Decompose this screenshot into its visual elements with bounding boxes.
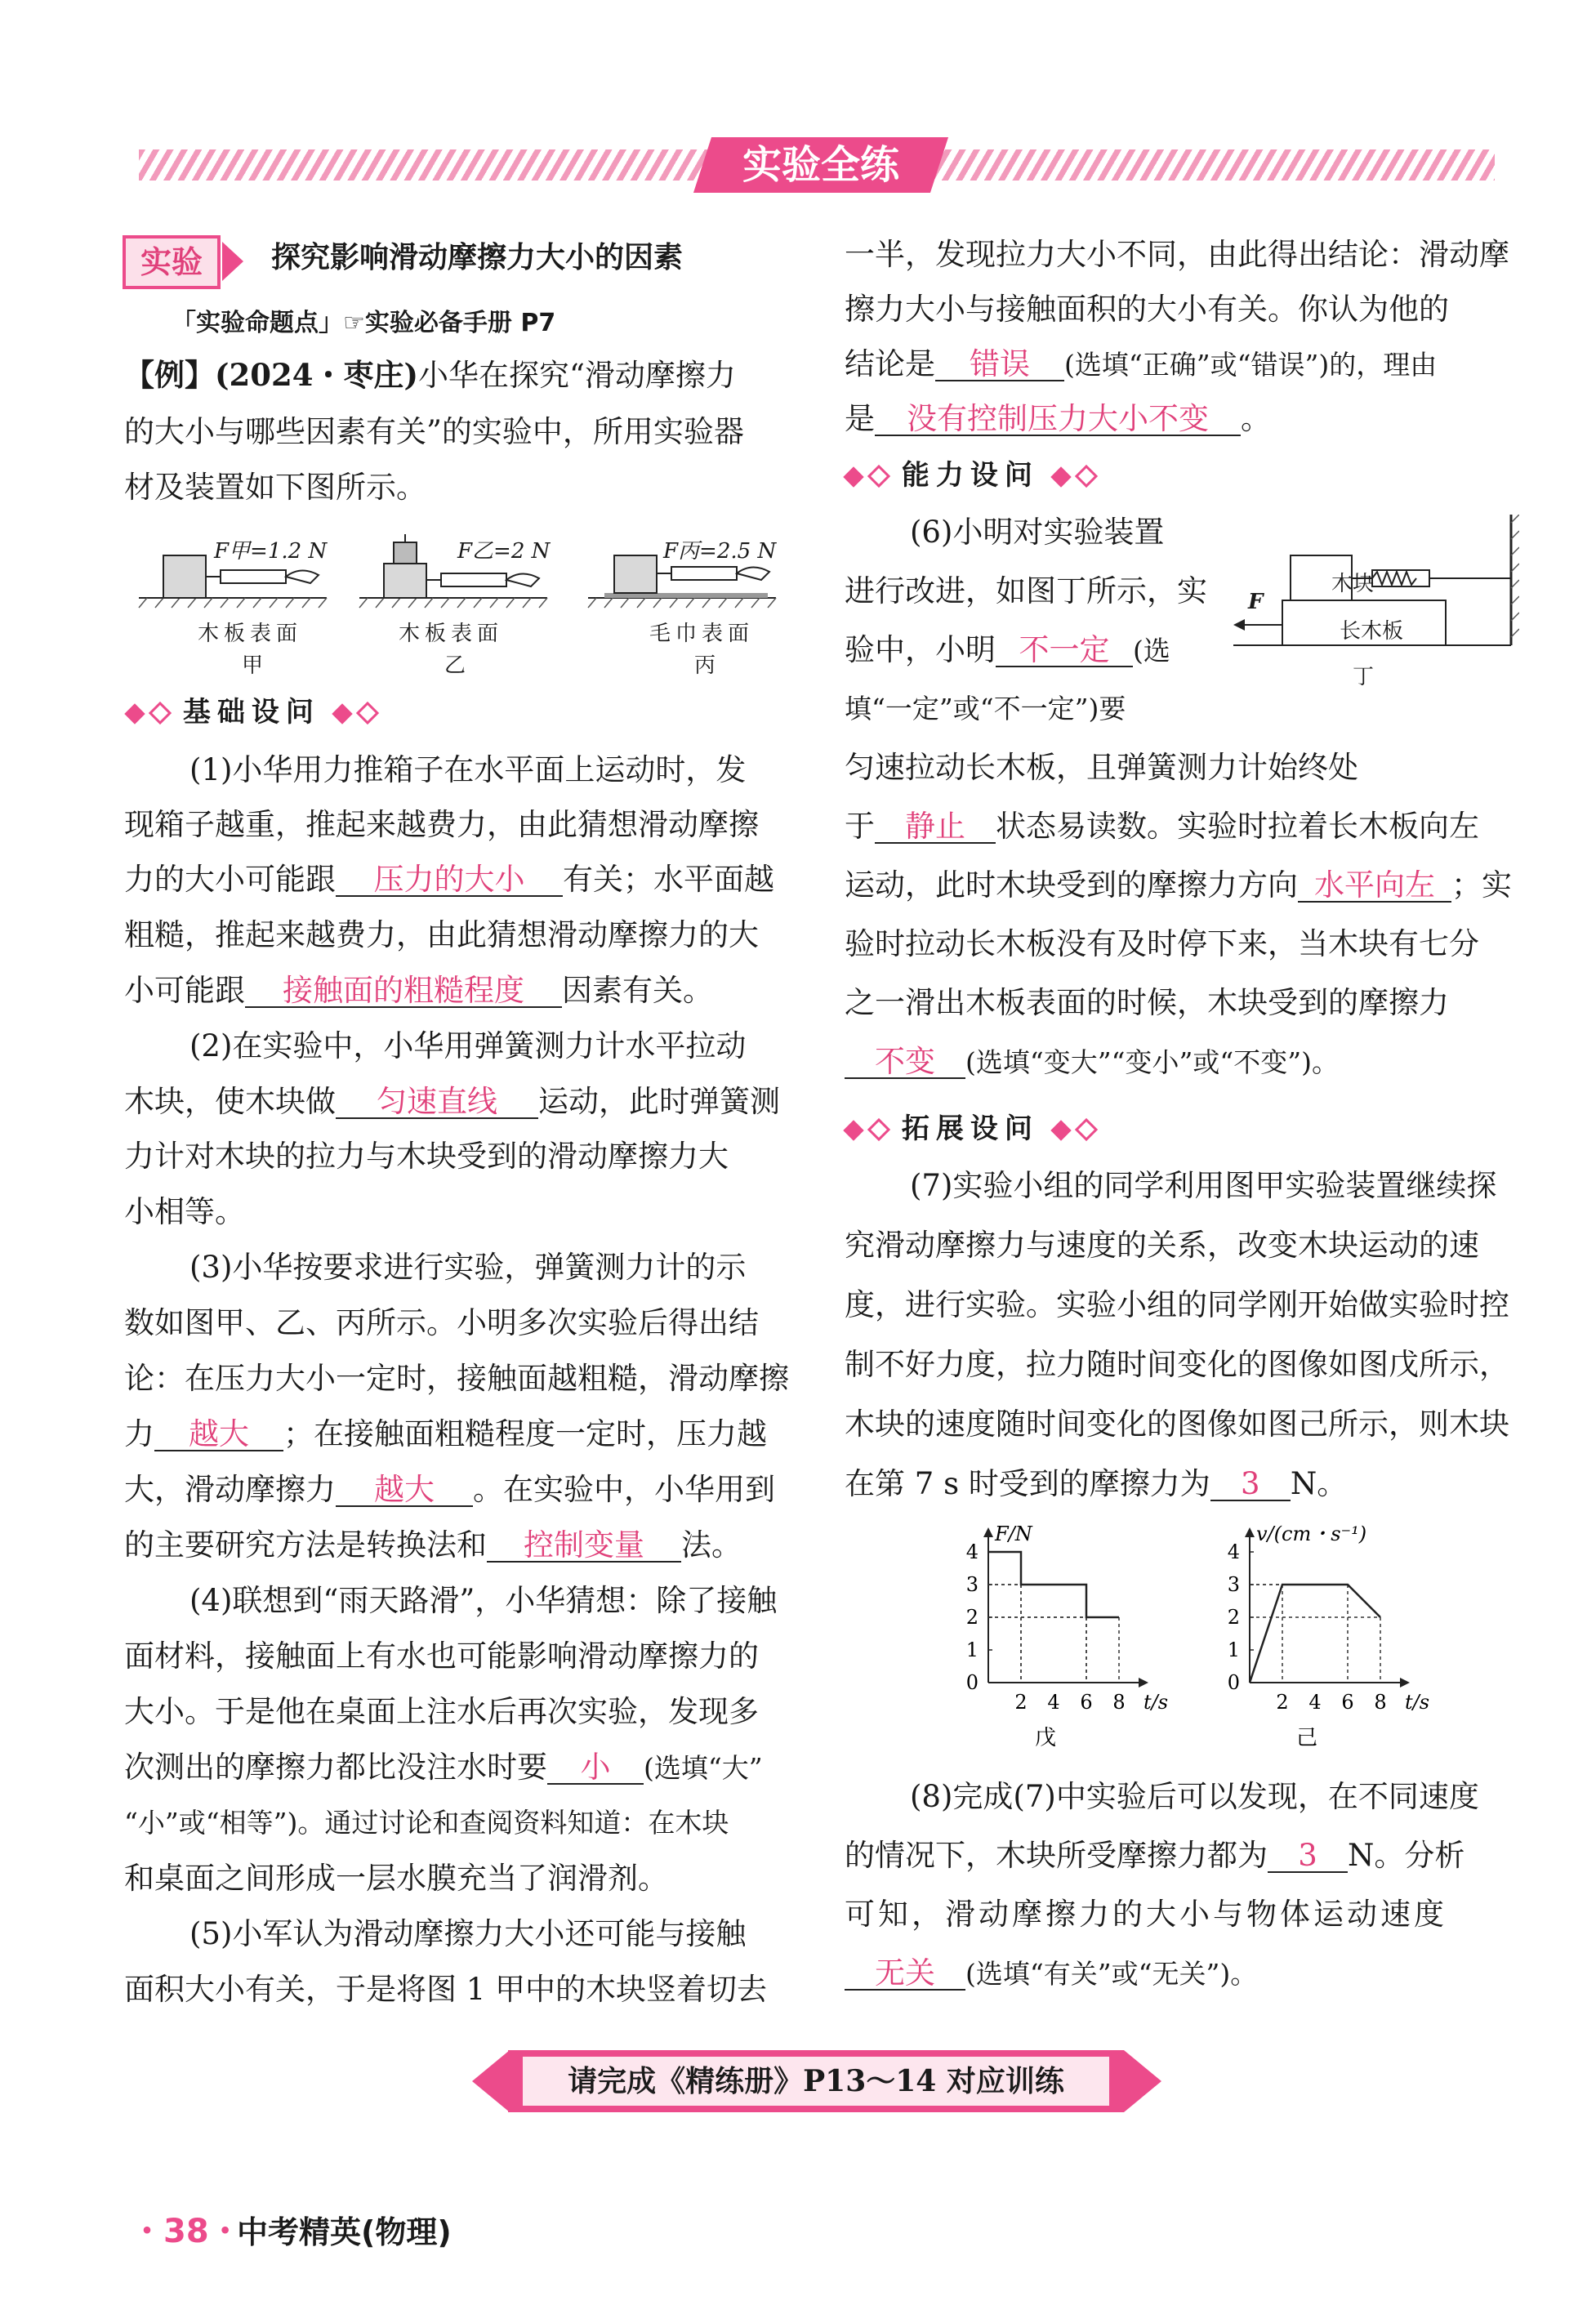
answer-blank[interactable]: 越大 <box>336 1474 473 1507</box>
footer-banner-arrow-right <box>1124 2050 1161 2112</box>
y-tick-label: 4 <box>965 1540 979 1563</box>
q6-line-1: (6)小明对实验装置 <box>910 515 1165 550</box>
answer-blank[interactable]: 控制变量 <box>487 1530 681 1563</box>
q5-line-5: 结论是 错误 (选填“正确”或“错误”)的，理由 <box>845 346 1438 381</box>
force-label-bing: F丙=2.5 N <box>663 539 777 564</box>
q6-line-5: 匀速拉动长木板，且弹簧测力计始终处 <box>845 750 1358 785</box>
q8-line-1: (8)完成(7)中实验后可以发现，在不同速度 <box>910 1779 1479 1814</box>
diamond-icon <box>124 703 145 724</box>
y-tick-label: 1 <box>1227 1638 1240 1661</box>
q2-line-4: 小相等。 <box>124 1194 245 1229</box>
q5-line-2: 面积大小有关，于是将图 1 甲中的木块竖着切去 <box>124 1972 768 2007</box>
diamond-outline-icon <box>1075 1118 1098 1141</box>
q6-line-3: 验中，小明 不一定 (选 <box>845 632 1170 667</box>
page-title: 实验全练 <box>742 142 899 188</box>
diamond-outline-icon <box>149 702 172 724</box>
experiment-tag: 实验 <box>123 235 221 289</box>
answer-blank[interactable]: 水平向左 <box>1298 870 1451 903</box>
y-axis-label: F/N <box>995 1523 1032 1545</box>
q6-line-8: 验时拉动长木板没有及时停下来，当木块有七分 <box>845 926 1479 961</box>
q6-line-9: 之一滑出木板表面的时候，木块受到的摩擦力 <box>845 985 1449 1020</box>
q4-line-6: 和桌面之间形成一层水膜充当了润滑剂。 <box>124 1861 668 1896</box>
y-tick-label: 0 <box>1227 1671 1240 1694</box>
y-axis-arrow <box>983 1527 993 1537</box>
header-stripe-right <box>931 149 1495 181</box>
q4-line-4: 次测出的摩擦力都比没注水时要 小 (选填“大” <box>124 1750 763 1785</box>
q3-line-6: 的主要研究方法是转换法和 控制变量 法。 <box>124 1527 742 1563</box>
answer-blank[interactable]: 压力的大小 <box>336 864 563 897</box>
caption-bing: 丙 <box>694 653 716 678</box>
diamond-outline-icon <box>1075 465 1098 488</box>
q3-line-5: 大，滑动摩擦力 越大 。在实验中，小华用到 <box>124 1472 775 1507</box>
ding-caption: 丁 <box>1353 665 1375 689</box>
chart-wu <box>947 1519 1176 1756</box>
x-axis-arrow <box>1400 1678 1410 1688</box>
answer-blank[interactable]: 无关 <box>845 1958 965 1991</box>
q6-line-4: 填“一定”或“不一定”)要 <box>845 693 1126 724</box>
x-tick-label: 2 <box>1014 1691 1028 1714</box>
y-tick-label: 0 <box>965 1671 979 1694</box>
x-axis-label: t/s <box>1144 1691 1169 1714</box>
q5-line-3: 一半，发现拉力大小不同，由此得出结论：滑动摩 <box>845 237 1509 272</box>
section-ability: 能力设问 <box>841 457 1099 493</box>
diamond-icon <box>843 466 863 487</box>
x-tick-label: 4 <box>1047 1691 1060 1714</box>
q6-line-10: 不变 (选填“变大”“变小”或“不变”)。 <box>845 1044 1339 1081</box>
q5-line-4: 擦力大小与接触面积的大小有关。你认为他的 <box>845 292 1449 327</box>
q8-line-4: 无关 (选填“有关”或“无关”)。 <box>845 1955 1257 1992</box>
experiment-tag-arrow <box>222 242 243 281</box>
q7-line-3: 度，进行实验。实验小组的同学刚开始做实验时控 <box>845 1287 1509 1322</box>
diamond-outline-icon <box>356 702 379 724</box>
force-label-jia: F甲=1.2 N <box>214 539 328 564</box>
answer-blank[interactable]: 不一定 <box>996 635 1133 667</box>
y-axis-arrow <box>1245 1527 1255 1537</box>
y-axis-label: v/(cm・s⁻¹) <box>1256 1523 1367 1545</box>
surface-label-bing: 毛巾表面 <box>649 622 755 646</box>
q5-line-6: 是 没有控制压力大小不变 。 <box>845 401 1271 436</box>
answer-blank[interactable]: 小 <box>547 1752 644 1785</box>
q3-line-2: 数如图甲、乙、丙所示。小明多次实验后得出结 <box>124 1305 759 1340</box>
answer-blank[interactable]: 没有控制压力大小不变 <box>875 403 1241 436</box>
diamond-outline-icon <box>867 1118 890 1141</box>
diamond-icon <box>843 1120 863 1140</box>
q6-line-7: 运动，此时木块受到的摩擦力方向 水平向左 ；实 <box>845 867 1512 903</box>
q3-line-1: (3)小华按要求进行实验，弹簧测力计的示 <box>189 1250 747 1285</box>
q7-line-4: 制不好力度，拉力随时间变化的图像如图戊所示， <box>845 1347 1509 1382</box>
figure-ding-apparatus <box>1233 515 1519 678</box>
q4-line-3: 大小。于是他在桌面上注水后再次实验，发现多 <box>124 1694 759 1729</box>
q1-line-5: 小可能跟 接触面的粗糙程度 因素有关。 <box>124 973 713 1008</box>
surface-label-jia: 木板表面 <box>198 622 303 646</box>
y-tick-label: 2 <box>1227 1606 1240 1629</box>
example-line-3: 材及装置如下图所示。 <box>124 470 426 505</box>
footer-banner-inner[interactable]: 请完成《精练册》P13～14 对应训练 <box>523 2057 1109 2106</box>
answer-blank[interactable]: 3 <box>1210 1469 1291 1501</box>
x-axis-arrow <box>1139 1678 1148 1688</box>
y-tick-label: 1 <box>965 1638 979 1661</box>
chart-caption: 戊 <box>1034 1726 1057 1750</box>
q1-line-4: 粗糙，推起来越费力，由此猜想滑动摩擦力的大 <box>124 917 759 952</box>
example-prefix: 【例】(2024・枣庄) <box>124 357 418 393</box>
q1-line-1: (1)小华用力推箱子在水平面上运动时，发 <box>189 752 747 787</box>
y-tick-label: 3 <box>1227 1573 1240 1596</box>
header-stripe-left <box>139 149 711 181</box>
q4-line-2: 面材料，接触面上有水也可能影响滑动摩擦力的 <box>124 1638 759 1674</box>
q8-line-3: 可知，滑动摩擦力的大小与物体运动速度 <box>845 1897 1447 1932</box>
page-number: ・38・ <box>131 2213 242 2250</box>
q8-line-2: 的情况下，木块所受摩擦力都为 3 N。分析 <box>845 1838 1465 1873</box>
q6-line-2: 进行改进，如图丁所示，实 <box>845 573 1207 609</box>
surface-label-yi: 木板表面 <box>399 622 504 646</box>
q2-line-3: 力计对木块的拉力与木块受到的滑动摩擦力大 <box>124 1139 729 1174</box>
q3-line-3: 论：在压力大小一定时，接触面越粗糙，滑动摩擦 <box>124 1361 789 1396</box>
ding-board-label: 长木板 <box>1340 619 1404 644</box>
ding-force-label: F <box>1248 590 1264 614</box>
caption-yi: 乙 <box>444 653 466 678</box>
q7-line-5: 木块的速度随时间变化的图像如图己所示，则木块 <box>845 1407 1509 1442</box>
caption-jia: 甲 <box>242 653 264 678</box>
book-title: 中考精英(物理) <box>237 2214 452 2250</box>
y-tick-label: 4 <box>1227 1540 1240 1563</box>
q2-line-1: (2)在实验中，小华用弹簧测力计水平拉动 <box>189 1028 747 1063</box>
q6-line-6: 于 静止 状态易读数。实验时拉着长木板向左 <box>845 809 1479 844</box>
answer-blank[interactable]: 错误 <box>935 349 1064 381</box>
answer-blank[interactable]: 不变 <box>845 1046 965 1079</box>
diamond-outline-icon <box>867 465 890 488</box>
x-axis-label: t/s <box>1405 1691 1430 1714</box>
ding-block-label: 木块 <box>1331 572 1375 596</box>
handbook-reference: 「实验命题点」☞实验必备手册 P7 <box>172 309 556 337</box>
q1-line-2: 现箱子越重，推起来越费力，由此猜想滑动摩擦 <box>124 807 759 842</box>
q4-line-1: (4)联想到“雨天路滑”，小华猜想：除了接触 <box>189 1583 778 1618</box>
series-line <box>1250 1585 1380 1683</box>
x-tick-label: 8 <box>1374 1691 1387 1714</box>
answer-blank[interactable]: 静止 <box>875 811 996 844</box>
q7-line-1: (7)实验小组的同学利用图甲实验装置继续探 <box>910 1168 1497 1203</box>
q2-line-2: 木块，使木块做 匀速直线 运动，此时弹簧测 <box>124 1084 780 1119</box>
diamond-icon <box>1050 1120 1071 1140</box>
y-tick-label: 3 <box>965 1573 979 1596</box>
q7-line-6: 在第 7 s 时受到的摩擦力为 3 N。 <box>845 1466 1348 1501</box>
x-tick-label: 4 <box>1308 1691 1322 1714</box>
example-line-2: 的大小与哪些因素有关”的实验中，所用实验器 <box>124 414 744 449</box>
q7-line-2: 究滑动摩擦力与速度的关系，改变木块运动的速 <box>845 1228 1479 1263</box>
experiment-title: 探究影响滑动摩擦力大小的因素 <box>271 241 684 274</box>
y-tick-label: 2 <box>965 1606 979 1629</box>
answer-blank[interactable]: 3 <box>1268 1840 1348 1873</box>
section-basic: 基础设问 <box>123 694 381 730</box>
q5-line-1: (5)小军认为滑动摩擦力大小还可能与接触 <box>189 1916 747 1951</box>
chart-ji <box>1209 1519 1438 1756</box>
chart-caption: 己 <box>1295 1726 1318 1750</box>
answer-blank[interactable]: 匀速直线 <box>336 1086 538 1119</box>
x-tick-label: 6 <box>1080 1691 1093 1714</box>
x-tick-label: 2 <box>1276 1691 1289 1714</box>
diamond-icon <box>1050 466 1071 487</box>
example-line-1: 【例】(2024・枣庄)小华在探究“滑动摩擦力 <box>124 357 736 393</box>
footer-banner-arrow-left <box>472 2050 510 2112</box>
answer-blank[interactable]: 接触面的粗糙程度 <box>245 975 562 1008</box>
diamond-icon <box>332 703 352 724</box>
force-label-yi: F乙=2 N <box>457 539 551 564</box>
x-tick-label: 6 <box>1341 1691 1354 1714</box>
section-extend: 拓展设问 <box>841 1111 1099 1147</box>
q3-line-4: 力 越大 ；在接触面粗糙程度一定时，压力越 <box>124 1416 767 1451</box>
answer-blank[interactable]: 越大 <box>154 1419 283 1451</box>
x-tick-label: 8 <box>1112 1691 1126 1714</box>
q1-line-3: 力的大小可能跟 压力的大小 有关；水平面越 <box>124 862 774 897</box>
q4-line-5: “小”或“相等”)。通过讨论和查阅资料知道：在木块 <box>124 1807 729 1839</box>
